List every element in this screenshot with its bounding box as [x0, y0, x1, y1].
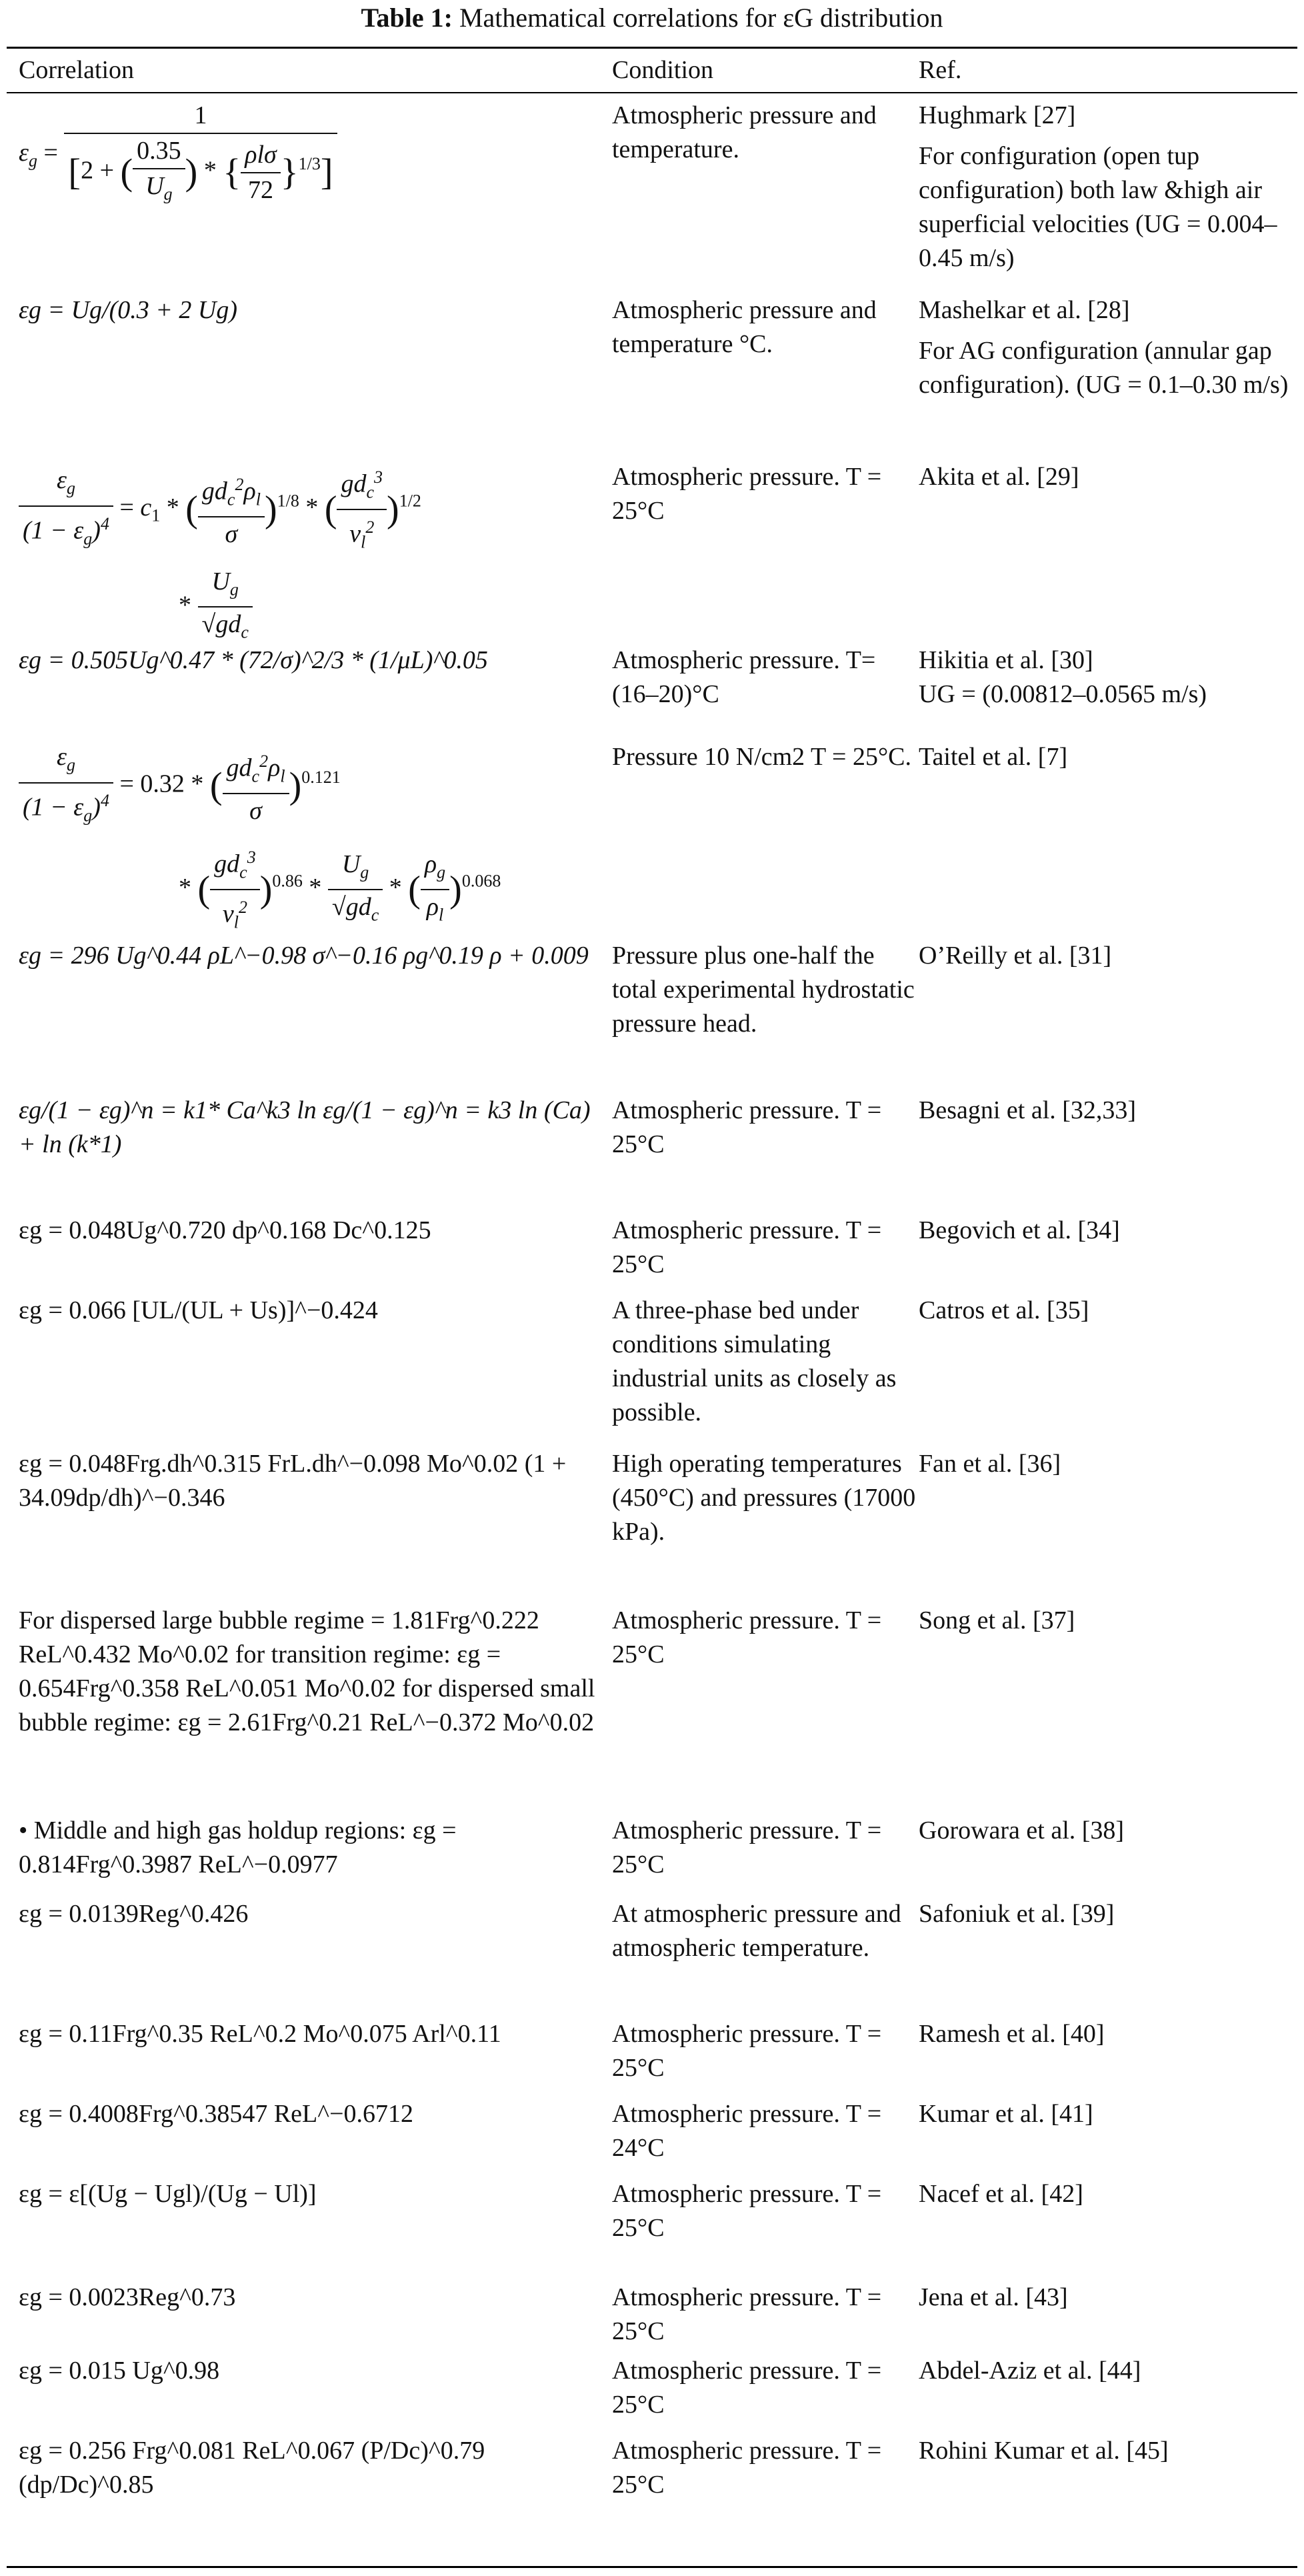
correlation-formula: εg = 0.0023Reg^0.73 [19, 2283, 236, 2311]
reference-name: Kumar et al. [41] [919, 2100, 1093, 2128]
caption-label: Table 1: [361, 3, 453, 33]
condition: Atmospheric pressure. T = 25°C [612, 1216, 882, 1278]
header-rule [7, 92, 1297, 93]
reference-name: Fan et al. [36] [919, 1450, 1061, 1478]
reference-name: Hikitia et al. [30] [919, 646, 1093, 674]
header-correlation: Correlation [19, 56, 135, 84]
correlation-formula: εg = 0.048Ug^0.720 dp^0.168 Dc^0.125 [19, 1216, 431, 1244]
reference-name: Catros et al. [35] [919, 1296, 1089, 1324]
correlation-formula: εg = 0.4008Frg^0.38547 ReL^−0.6712 [19, 2100, 414, 2128]
condition: Atmospheric pressure. T = 25°C [612, 2437, 882, 2499]
reference-name: Begovich et al. [34] [919, 1216, 1120, 1244]
condition: Atmospheric pressure. T = 25°C [612, 2180, 882, 2242]
correlation-formula: For dispersed large bubble regime = 1.81Frg^0.222 ReL^0.432 Mo^0.02 for transition regime: εg = 0.654Frg^0.358 ReL^0.051 Mo^0.02 for dispersed small bubble regime: εg = 2.61Frg^0.21 ReL^−0.372 Mo^0.02 [19, 1606, 595, 1736]
reference-name: Mashelkar et al. [28] [919, 296, 1130, 324]
reference-name: Akita et al. [29] [919, 463, 1079, 491]
condition: Atmospheric pressure. T = 25°C [612, 2020, 882, 2082]
correlation-formula: εg = 0.066 [UL/(UL + Us)]^−0.424 [19, 1296, 378, 1324]
correlation-formula: εg/(1 − εg)^n = k1* Ca^k3 ln εg/(1 − εg)^n = k3 ln (Ca) + ln (k*1) [19, 1096, 591, 1158]
correlation-formula: εg = 0.11Frg^0.35 ReL^0.2 Mo^0.075 Arl^0.11 [19, 2020, 501, 2048]
header-ref: Ref. [919, 56, 962, 84]
correlation-formula: εg = 0.256 Frg^0.081 ReL^0.067 (P/Dc)^0.79 (dp/Dc)^0.85 [19, 2437, 485, 2499]
reference-name: Ramesh et al. [40] [919, 2020, 1105, 2048]
condition: Atmospheric pressure and temperature. [612, 101, 877, 163]
correlation-formula: $\frac{\varepsilon_g}{(1 - \varepsilon_g)^4}$ = 0.32 * ( $\frac{gd_c^2\rho_l}{\sigma}$ )$^{0.121}$ * ( $\frac{gd_c^3}{v_l^2}$ )$^{0.86}$ * $\frac{U_g}{√gd_c}$ * ( $\frac{\rho_g}{\rho_l}$ )$^{0.068}$ [19, 740, 599, 939]
reference-note: UG = (0.00812–0.0565 m/s) [919, 680, 1207, 708]
reference-note: For configuration (open tup configuration) both law &high air superficial velocities (UG = 0.004–0.45 m/s) [919, 142, 1277, 272]
table-caption [0, 0, 1304, 36]
correlation-formula: $\varepsilon_g$ = 1 [2 + ( $\frac{0.35}{U_g}$ ) * { $\frac{\text{ρlσ}}{72}$ }$^{1/3}$] [19, 99, 599, 211]
correlation-formula: εg = 296 Ug^0.44 ρL^−0.98 σ^−0.16 ρg^0.19 ρ + 0.009 [19, 942, 589, 970]
reference-name: Abdel-Aziz et al. [44] [919, 2357, 1141, 2385]
reference [919, 643, 1292, 712]
condition: Atmospheric pressure. T = 25°C [612, 2357, 882, 2419]
reference-name: O’Reilly et al. [31] [919, 942, 1112, 970]
condition: Atmospheric pressure. T= (16–20)°C [612, 646, 876, 708]
header-condition: Condition [612, 56, 714, 84]
reference-name: Gorowara et al. [38] [919, 1816, 1125, 1844]
top-rule [7, 47, 1297, 49]
correlation-formula: εg = Ug/(0.3 + 2 Ug) [19, 296, 238, 324]
condition: Atmospheric pressure. T = 25°C [612, 2283, 882, 2345]
condition: High operating temperatures (450°C) and pressures (17000 kPa). [612, 1450, 916, 1546]
reference-name: Safoniuk et al. [39] [919, 1900, 1115, 1928]
reference-name: Jena et al. [43] [919, 2283, 1068, 2311]
reference [919, 99, 1292, 275]
correlation-formula: εg = ε[(Ug − Ugl)/(Ug − Ul)] [19, 2180, 317, 2208]
condition: Pressure 10 N/cm2 T = 25°C. [612, 743, 911, 771]
correlation-formula: εg = 0.505Ug^0.47 * (72/σ)^2/3 * (1/μL)^0.05 [19, 646, 488, 674]
reference-note: For AG configuration (annular gap configuration). (UG = 0.1–0.30 m/s) [919, 337, 1289, 399]
reference-name: Besagni et al. [32,33] [919, 1096, 1137, 1124]
condition: Atmospheric pressure. T = 25°C [612, 1606, 882, 1668]
condition: Pressure plus one-half the total experimental hydrostatic pressure head. [612, 942, 915, 1038]
correlation-formula: $\frac{\varepsilon_g}{(1 - \varepsilon_g)^4}$ = $c_1$ * ( $\frac{gd_c^2\rho_l}{\sigma}$ )$^{1/8}$ * ( $\frac{gd_c^3}{v_l^2}$ )$^{1/2}$ * $\frac{U_g}{√gd_c}$ [19, 460, 599, 650]
condition: Atmospheric pressure. T = 25°C [612, 1816, 882, 1878]
condition: At atmospheric pressure and atmospheric temperature. [612, 1900, 901, 1962]
reference [919, 293, 1292, 402]
bottom-rule [7, 2566, 1297, 2568]
reference-name: Rohini Kumar et al. [45] [919, 2437, 1169, 2465]
correlation-formula: • Middle and high gas holdup regions: εg = 0.814Frg^0.3987 ReL^−0.0977 [19, 1816, 457, 1878]
reference-name: Hughmark [27] [919, 101, 1076, 129]
caption-text: Mathematical correlations for εG distribution [459, 3, 943, 33]
condition: Atmospheric pressure. T = 24°C [612, 2100, 882, 2162]
condition: A three-phase bed under conditions simulating industrial units as closely as possible. [612, 1296, 897, 1426]
condition: Atmospheric pressure and temperature °C. [612, 296, 877, 358]
condition: Atmospheric pressure. T = 25°C [612, 1096, 882, 1158]
correlation-formula: εg = 0.048Frg.dh^0.315 FrL.dh^−0.098 Mo^0.02 (1 + 34.09dp/dh)^−0.346 [19, 1450, 567, 1512]
correlation-formula: εg = 0.0139Reg^0.426 [19, 1900, 249, 1928]
correlation-formula: εg = 0.015 Ug^0.98 [19, 2357, 220, 2385]
reference-name: Song et al. [37] [919, 1606, 1075, 1634]
reference-name: Taitel et al. [7] [919, 743, 1068, 771]
condition: Atmospheric pressure. T = 25°C [612, 463, 882, 525]
reference-name: Nacef et al. [42] [919, 2180, 1083, 2208]
